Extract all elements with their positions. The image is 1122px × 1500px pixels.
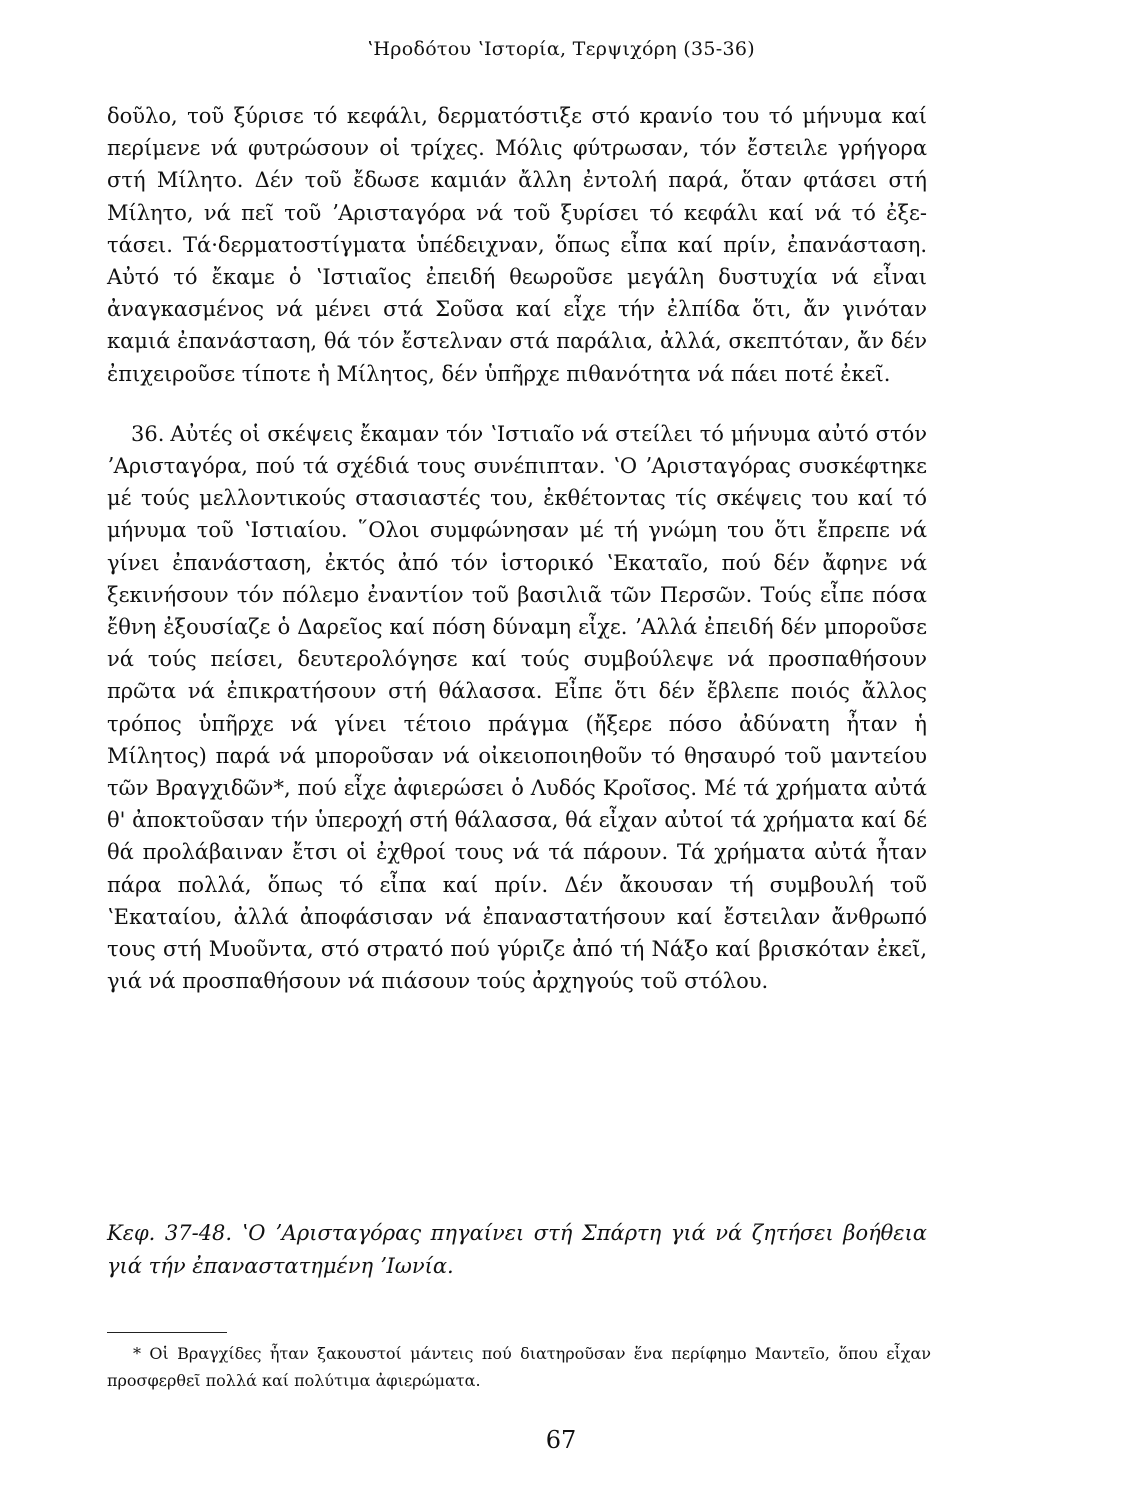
footnote-divider <box>107 1332 227 1333</box>
section-36-paragraph <box>107 418 927 998</box>
paragraph-continuation: δοῦλο, τοῦ ξύρισε τό κεφάλι, δερματόστιξε στό κρανίο του τό μήνυμα καί περίμενε νά φυτρώσουν οἱ τρίχες. Μόλις φύτρωσαν, τόν ἔστειλε γρήγορα στή Μίλητο. Δέν τοῦ ἔδωσε καμιάν ἄλλη ἐντολή παρά, ὅταν φτάσει στή Μίλητο, νά πεῖ τοῦ ʼΑρισταγόρα νά τοῦ ξυρίσει τό κεφάλι καί νά τό ἐξετάσει. Τά·δερματοστίγματα ὑπέδειχναν, ὅπως εἶπα καί πρίν, ἐπανάσταση. Αὐτό τό ἔκαμε ὁ ʽΙστιαῖος ἐπειδή θεωροῦσε μεγάλη δυστυχία νά εἶναι ἀναγκασμένος νά μένει στά Σοῦσα καί εἶχε τήν ἐλπίδα ὅτι, ἄν γινόταν καμιά ἐπανάσταση, θά τόν ἔστελναν στά παράλια, ἀλλά, σκεπτόταν, ἄν δέν ἐπιχειροῦσε τίποτε ἡ Μίλητος, δέν ὑπῆρχε πιθανότητα νά πάει ποτέ ἐκεῖ. <box>107 104 927 386</box>
section-number: 36. <box>131 421 165 446</box>
page-number: 67 <box>545 1426 577 1454</box>
main-text <box>107 100 927 997</box>
chapter-summary: Κεφ. 37-48. ʽΟ ʼΑρισταγόρας πηγαίνει στή Σπάρτη γιά νά ζητήσει βοήθεια γιά τήν ἐπαναστατημένη ʼΙωνία. <box>107 1221 927 1278</box>
running-title: ʽΗροδότου ʽΙστορία, Τερψιχόρη (35-36) <box>367 38 755 60</box>
section-36-text: Αὐτές οἱ σκέψεις ἔκαμαν τόν ʽΙστιαῖο νά στείλει τό μήνυμα αὐτό στόν ʼΑρισταγόρα, πού τά σχέδιά τους συνέπιπταν. ʽΟ ʼΑρισταγόρας συσκέφτηκε μέ τούς μελλοντικούς στασιαστές του, ἐκθέτοντας τίς σκέψεις του καί τό μήνυμα τοῦ ʽΙστιαίου. ῞Ολοι συμφώνησαν μέ τή γνώμη του ὅτι ἔπρεπε νά γίνει ἐπανάσταση, ἐκτός ἀπό τόν ἱστορικό ʽΕκαταῖο, πού δέν ἄφηνε νά ξεκινήσουν τόν πόλεμο ἐναντίον τοῦ βασιλιᾶ τῶν Περσῶν. Τούς εἶπε πόσα ἔθνη ἐξουσίαζε ὁ Δαρεῖος καί πόση δύναμη εἶχε. ʼΑλλά ἐπειδή δέν μποροῦσε νά τούς πείσει, δευτερολόγησε καί τούς συμβούλεψε νά προσπαθήσουν πρῶτα νά ἐπικρατήσουν στή θάλασσα. Εἶπε ὅτι δέν ἔβλεπε ποιός ἄλλος τρόπος ὑπῆρχε νά γίνει τέτοιο πράγμα (ἤξερε πόσο ἀδύνατη ἦταν ἡ Μίλητος) παρά νά μποροῦσαν νά οἰκειοποιηθοῦν τό θησαυρό τοῦ μαντείου τῶν Βραγχιδῶν*, πού εἶχε ἀφιερώσει ὁ Λυδός Κροῖσος. Μέ τά χρήματα αὐτά θ' ἀποκτοῦσαν τήν ὑπεροχή στή θάλασσα, θά εἶχαν αὐτοί τά χρήματα καί δέ θά προλάβαιναν ἔτσι οἱ ἐχθροί τους νά τά πάρουν. Τά χρήματα αὐτά ἦταν πάρα πολλά, ὅπως τό εἶπα καί πρίν. Δέν ἄκουσαν τή συμβουλή τοῦ ʽΕκαταίου, ἀλλά ἀποφάσισαν νά ἐπαναστατήσουν καί ἔστειλαν ἄνθρωπό τους στή Μυοῦντα, στό στρατό πού γύριζε ἀπό τή Νάξο καί βρισκόταν ἐκεῖ, γιά νά προσπαθήσουν νά πιάσουν τούς ἀρχηγούς τοῦ στόλου. <box>107 421 927 994</box>
footnote: * Οἱ Βραγχίδες ἦταν ξακουστοί μάντεις πού διατηροῦσαν ἕνα περίφημο Μαντεῖο, ὅπου εἶχαν προσφερθεῖ πολλά καί πολύτιμα ἀφιερώματα. <box>107 1344 931 1390</box>
